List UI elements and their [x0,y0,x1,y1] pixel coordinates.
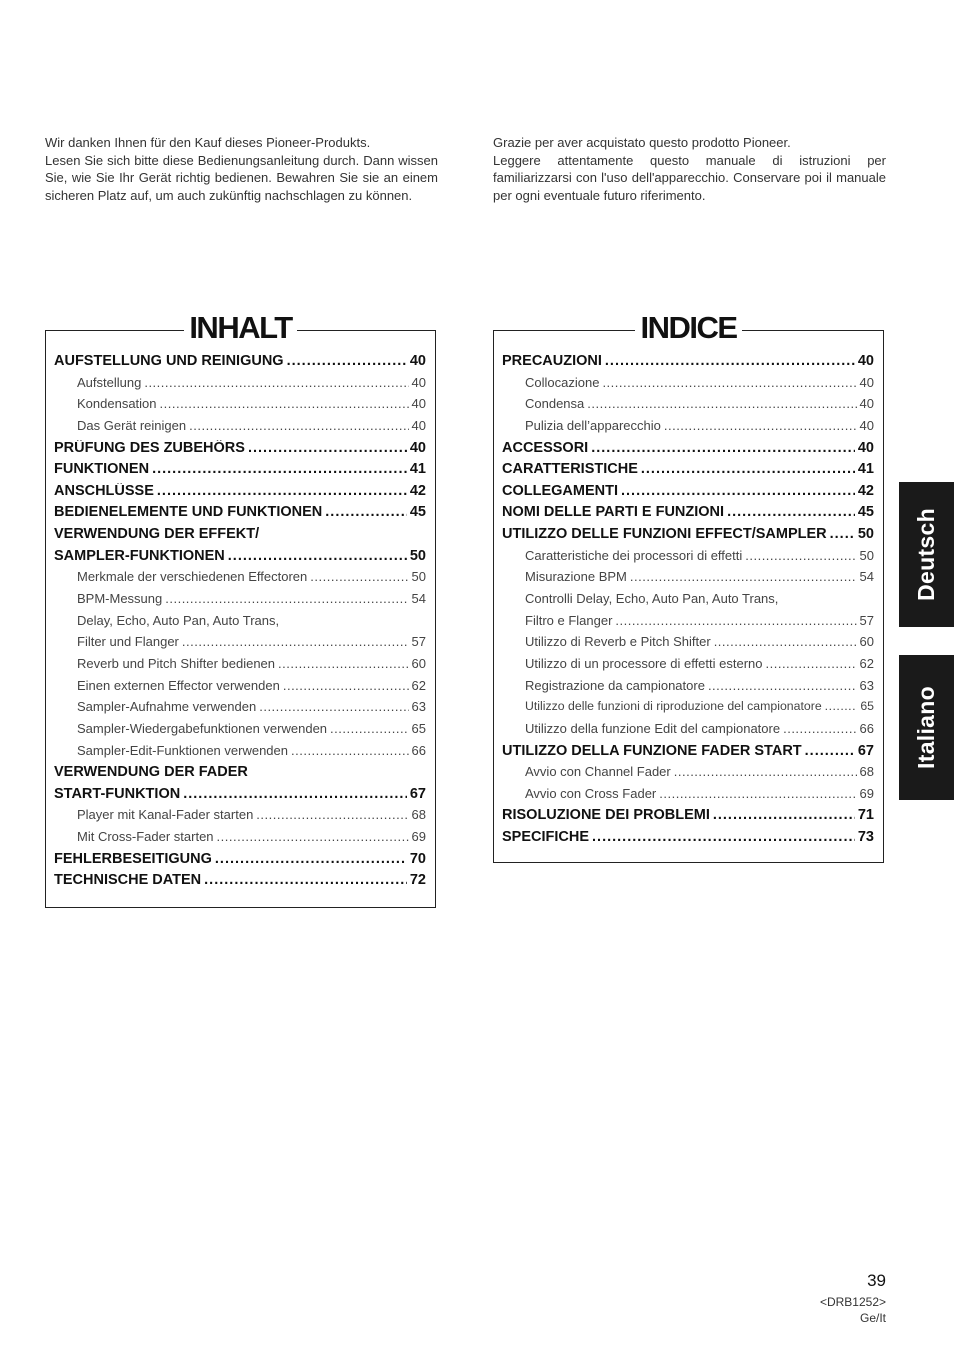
toc-section-entry[interactable] [502,743,874,765]
toc-subsection-entry[interactable] [502,656,874,678]
toc-page-number: 40 [411,396,426,412]
toc-page-number: 66 [859,720,874,736]
toc-page-number: 62 [411,677,426,693]
toc-page-number: 69 [859,785,874,801]
toc-dot-leader [783,721,856,736]
toc-page-number: 50 [411,569,426,585]
toc-page-number: 42 [409,482,426,499]
toc-dot-leader [766,656,857,671]
toc-entry-title: BPM-Messung [77,591,163,607]
toc-page-number: 45 [857,504,874,521]
toc-subsection-entry[interactable] [502,613,874,635]
toc-page-number: 57 [411,634,426,650]
toc-dot-leader [745,548,856,563]
tab-italiano[interactable] [899,655,954,800]
toc-subsection-entry[interactable] [54,375,426,397]
toc-page-number: 63 [859,677,874,693]
toc-subsection-entry[interactable] [502,591,874,613]
toc-dot-leader [228,548,407,564]
toc-subsection-entry[interactable] [502,786,874,808]
toc-page-number: 54 [411,591,426,607]
toc-title-german: INHALT [184,310,296,345]
toc-page-number: 40 [857,353,874,369]
toc-entry-title: Mit Cross-Fader starten [77,829,214,845]
toc-dot-leader [287,353,407,369]
toc-page-number: 65 [411,720,426,736]
toc-page-number: 60 [859,634,874,650]
toc-entry-title: Sampler-Wiedergabefunktionen verwenden [77,720,328,736]
toc-page-number: 40 [859,396,874,412]
toc-dot-leader [259,699,408,714]
toc-entry-title: Collocazione [525,374,600,390]
toc-page-number: 40 [411,374,426,390]
toc-entry-title: PRECAUZIONI [502,353,602,369]
toc-page-number: 67 [857,742,874,759]
toc-entry-title: NOMI DELLE PARTI E FUNZIONI [502,504,725,521]
toc-dot-leader [664,418,857,433]
toc-entry-title: FEHLERBESEITIGUNG [54,850,212,867]
toc-dot-leader [630,569,857,584]
toc-page-number: 71 [857,807,874,824]
toc-dot-leader [256,807,408,822]
lang-code-text: Ge/It [859,1311,886,1325]
toc-entry-title: Utilizzo delle funzioni di riproduzione del campionatore [525,699,822,714]
toc-entry-title: COLLEGAMENTI [502,482,618,499]
toc-dot-leader [714,634,857,649]
toc-subsection-entry[interactable] [54,634,426,656]
toc-entry-title: Filtro e Flanger [525,612,613,628]
intro-text-italian [493,134,886,204]
toc-section-entry[interactable] [54,504,426,526]
toc-dot-leader [659,786,856,801]
tab-italiano-label: Italiano [913,686,940,769]
toc-subsection-entry[interactable] [54,418,426,440]
toc-dot-leader [165,591,408,606]
toc-subsection-entry[interactable] [502,375,874,397]
toc-entry-title: Utilizzo della funzione Edit del campionatore [525,720,781,736]
toc-page-number: 40 [411,417,426,433]
toc-page-number: 66 [411,742,426,758]
toc-entry-title: TECHNISCHE DATEN [54,872,202,889]
toc-subsection-entry[interactable] [54,721,426,743]
toc-page-number: 65 [860,699,874,714]
toc-section-entry[interactable] [502,526,874,548]
toc-subsection-entry[interactable] [54,591,426,613]
toc-entry-title: FUNKTIONEN [54,461,150,478]
toc-dot-leader [591,440,855,456]
toc-dot-leader [248,440,407,456]
toc-entry-title: Das Gerät reinigen [77,417,187,433]
toc-section-entry[interactable] [502,461,874,483]
toc-entry-title: Controlli Delay, Echo, Auto Pan, Auto Trans, [525,591,779,607]
toc-section-entry[interactable] [502,829,874,851]
intro-it-line2: Leggere attentamente questo manuale di istruzioni per familiarizzarsi con l'uso dell'apparecchio. Conservare poi il manuale per ogni eventuale futuro riferimento. [493,152,886,203]
toc-page-number: 41 [409,461,426,478]
toc-page-number: 69 [411,829,426,845]
toc-section-entry[interactable] [502,353,874,375]
intro-de-line1: Wir danken Ihnen für den Kauf dieses Pioneer-Produkts. [45,135,371,150]
toc-dot-leader [713,807,855,823]
toc-page-number: 45 [409,504,426,521]
toc-page-number: 41 [857,461,874,478]
toc-page-number: 50 [409,547,426,564]
toc-entry-title: ACCESSORI [502,439,589,456]
toc-subsection-entry[interactable] [502,699,874,721]
toc-dot-leader [830,526,855,542]
toc-page-number: 62 [859,655,874,671]
toc-entry-title: Sampler-Edit-Funktionen verwenden [77,742,288,758]
toc-dot-leader [189,418,408,433]
toc-entry-title: Misurazione BPM [525,569,627,585]
toc-list-italian [502,353,874,851]
toc-entry-title: Sampler-Aufnahme verwenden [77,699,257,715]
toc-dot-leader [152,461,407,477]
toc-dot-leader [325,504,407,520]
toc-german [45,310,436,908]
toc-dot-leader [674,764,857,779]
toc-dot-leader [144,375,408,390]
toc-entry-title: PRÜFUNG DES ZUBEHÖRS [54,439,245,456]
toc-subsection-entry[interactable] [502,721,874,743]
toc-subsection-entry[interactable] [54,569,426,591]
toc-dot-leader [825,699,858,713]
toc-page-number: 50 [857,526,874,543]
toc-page-number: 67 [409,785,426,802]
toc-entry-title: CARATTERISTICHE [502,461,638,478]
toc-page-number: 68 [411,807,426,823]
toc-dot-leader [310,569,408,584]
document-code [820,1294,886,1326]
toc-section-entry[interactable] [54,872,426,894]
toc-dot-leader [182,634,409,649]
toc-subsection-entry[interactable] [54,807,426,829]
toc-section-entry[interactable] [54,483,426,505]
toc-page-number: 70 [409,850,426,867]
doc-code-text: <DRB1252> [819,1295,886,1309]
toc-dot-leader [330,721,408,736]
page-number: 39 [867,1271,886,1290]
toc-subsection-entry[interactable] [54,699,426,721]
toc-dot-leader [615,613,856,628]
toc-dot-leader [605,353,855,369]
toc-dot-leader [217,829,409,844]
toc-subsection-entry[interactable] [54,743,426,765]
toc-entry-title: Reverb und Pitch Shifter bedienen [77,655,276,671]
toc-dot-leader [204,872,407,888]
toc-dot-leader [621,483,855,499]
toc-page-number: 40 [409,439,426,456]
toc-page-number: 72 [409,872,426,889]
tab-deutsch-label: Deutsch [913,508,939,601]
toc-entry-title: Utilizzo di un processore di effetti esterno [525,655,763,671]
toc-subsection-entry[interactable] [54,396,426,418]
toc-dot-leader [805,743,855,759]
toc-entry-title: ANSCHLÜSSE [54,482,154,499]
intro-it-line1: Grazie per aver acquistato questo prodotto Pioneer. [493,135,791,150]
toc-page-number: 40 [859,417,874,433]
toc-dot-leader [641,461,855,477]
toc-subsection-entry[interactable] [502,678,874,700]
toc-entry-title: Caratteristiche dei processori di effetti [525,547,743,563]
toc-section-entry[interactable] [54,851,426,873]
toc-dot-leader [708,678,857,693]
toc-dot-leader [183,786,407,802]
toc-subsection-entry[interactable] [502,418,874,440]
toc-section-entry[interactable] [54,764,426,786]
toc-entry-title: Delay, Echo, Auto Pan, Auto Trans, [77,612,280,628]
toc-dot-leader [587,396,856,411]
toc-page-number: 50 [859,547,874,563]
toc-entry-title: VERWENDUNG DER EFFEKT/ [54,526,260,543]
toc-page-number: 73 [857,829,874,846]
toc-page-number: 63 [411,699,426,715]
toc-section-entry[interactable] [54,440,426,462]
toc-page-number: 54 [859,569,874,585]
toc-entry-title: Player mit Kanal-Fader starten [77,807,254,823]
toc-page-number: 42 [857,482,874,499]
toc-entry-title: AUFSTELLUNG UND REINIGUNG [54,353,284,369]
toc-dot-leader [278,656,409,671]
toc-entry-title: VERWENDUNG DER FADER [54,764,248,781]
toc-subsection-entry[interactable] [54,678,426,700]
toc-section-entry[interactable] [54,548,426,570]
toc-title-italian: INDICE [635,310,741,345]
toc-dot-leader [157,483,407,499]
toc-page-number: 40 [409,353,426,369]
toc-entry-title: Avvio con Channel Fader [525,764,671,780]
intro-de-line2: Lesen Sie sich bitte diese Bedienungsanleitung durch. Dann wissen Sie, wie Sie Ihr Gerät richtig bedienen. Bewahren Sie sie an einem sicheren Platz auf, um auch zukünftig nachschlagen zu können. [45,152,438,203]
toc-italian [493,310,884,863]
tab-deutsch[interactable] [899,482,954,627]
toc-entry-title: Pulizia dell’apparecchio [525,417,661,433]
toc-subsection-entry[interactable] [502,569,874,591]
toc-section-entry[interactable] [502,504,874,526]
toc-entry-title: Filter und Flanger [77,634,179,650]
toc-dot-leader [160,396,409,411]
toc-section-entry[interactable] [502,807,874,829]
toc-subsection-entry[interactable] [502,396,874,418]
toc-entry-title: SAMPLER-FUNKTIONEN [54,547,225,564]
toc-entry-title: BEDIENELEMENTE UND FUNKTIONEN [54,504,323,521]
toc-page-number: 60 [411,655,426,671]
toc-dot-leader [727,504,855,520]
toc-entry-title: Utilizzo di Reverb e Pitch Shifter [525,634,711,650]
toc-dot-leader [215,851,407,867]
toc-subsection-entry[interactable] [54,613,426,635]
toc-page-number: 40 [859,374,874,390]
toc-page-number: 57 [859,612,874,628]
toc-page-number: 40 [857,439,874,456]
toc-section-entry[interactable] [54,526,426,548]
toc-entry-title: Aufstellung [77,374,142,390]
toc-subsection-entry[interactable] [54,656,426,678]
toc-subsection-entry[interactable] [502,634,874,656]
toc-entry-title: UTILIZZO DELLE FUNZIONI EFFECT/SAMPLER [502,526,827,543]
toc-entry-title: UTILIZZO DELLA FUNZIONE FADER START [502,742,802,759]
toc-dot-leader [602,375,856,390]
toc-section-entry[interactable] [502,483,874,505]
toc-subsection-entry[interactable] [502,548,874,570]
toc-section-entry[interactable] [54,353,426,375]
toc-section-entry[interactable] [54,461,426,483]
toc-list-german [54,353,426,894]
toc-dot-leader [291,743,409,758]
toc-section-entry[interactable] [54,786,426,808]
toc-entry-title: SPECIFICHE [502,829,590,846]
toc-entry-title: Registrazione da campionatore [525,677,705,693]
toc-subsection-entry[interactable] [54,829,426,851]
toc-subsection-entry[interactable] [502,764,874,786]
toc-entry-title: Einen externen Effector verwenden [77,677,280,693]
toc-entry-title: START-FUNKTION [54,785,181,802]
toc-section-entry[interactable] [502,440,874,462]
toc-entry-title: Merkmale der verschiedenen Effectoren [77,569,308,585]
toc-dot-leader [592,829,855,845]
toc-page-number: 68 [859,764,874,780]
toc-entry-title: Condensa [525,396,585,412]
intro-text-german [45,134,438,204]
toc-dot-leader [283,678,409,693]
toc-entry-title: RISOLUZIONE DEI PROBLEMI [502,807,710,824]
toc-entry-title: Avvio con Cross Fader [525,785,657,801]
toc-entry-title: Kondensation [77,396,157,412]
